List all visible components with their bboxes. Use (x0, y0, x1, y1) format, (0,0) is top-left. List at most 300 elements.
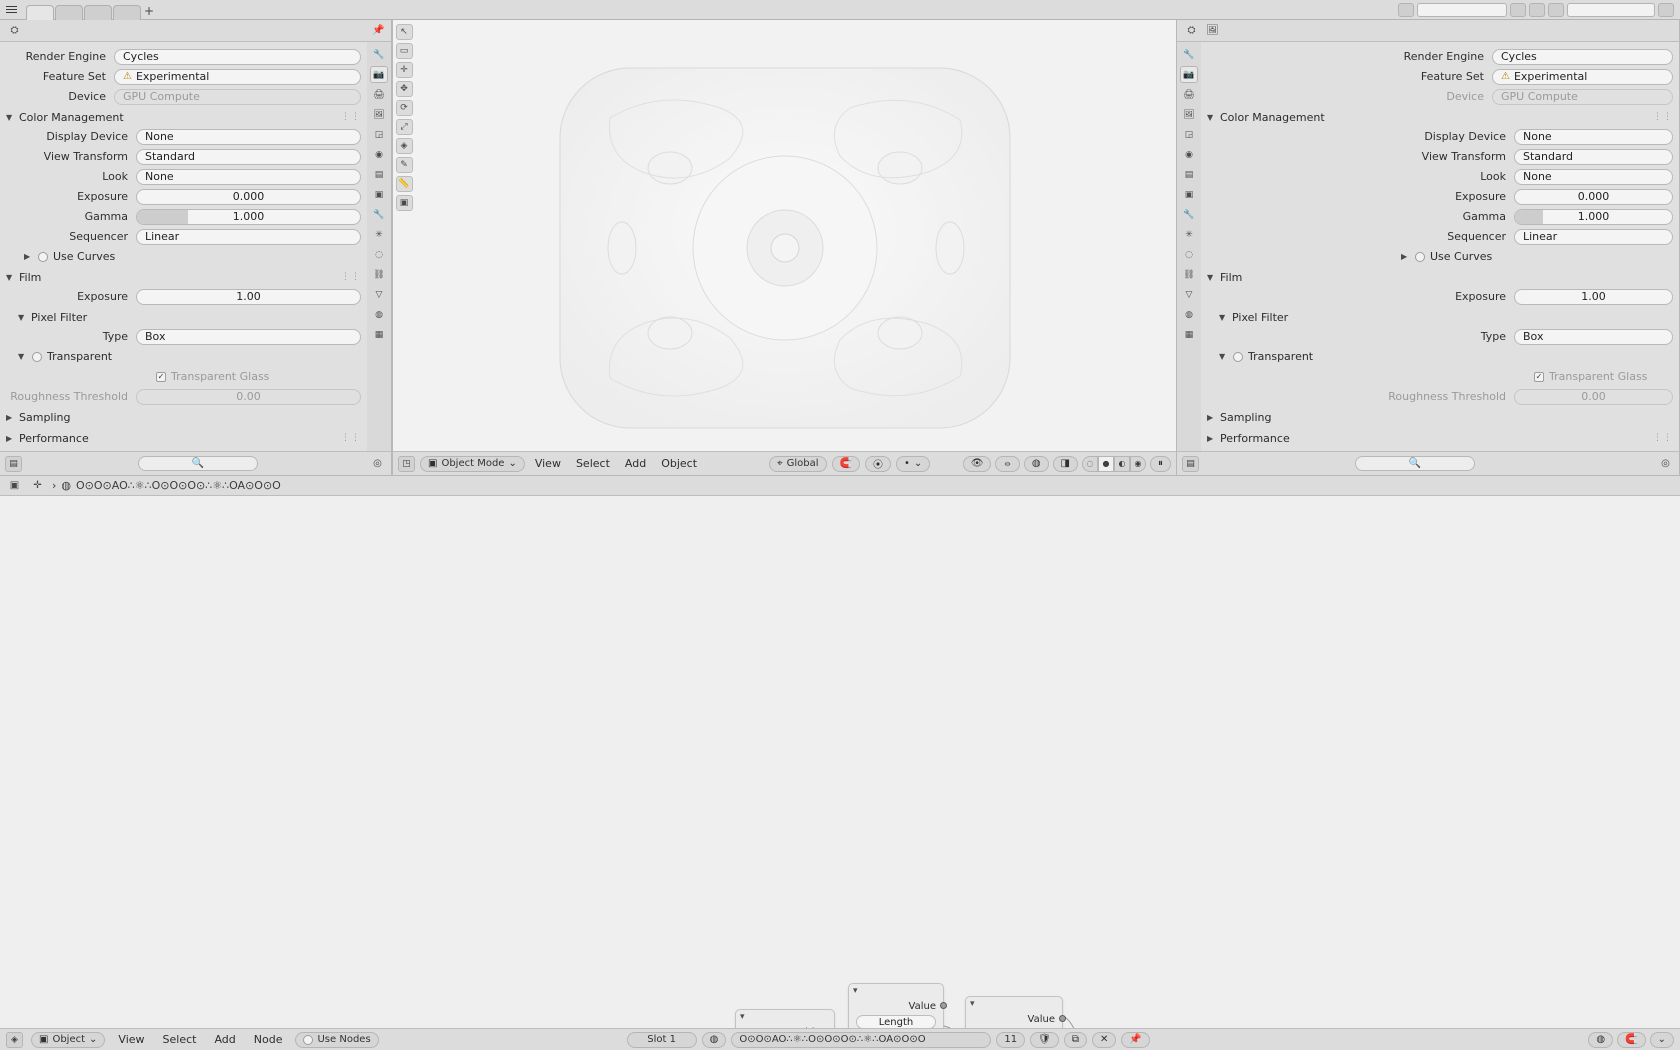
modifier-tab-icon[interactable]: 🔧 (373, 209, 385, 220)
proportional-edit-toggle[interactable] (865, 456, 891, 472)
gamma-label: Gamma (84, 210, 128, 223)
collection-tab-icon[interactable]: ▤ (374, 169, 384, 180)
collection-tab-icon[interactable]: ▤ (1184, 169, 1194, 180)
object-tab-icon[interactable]: ▣ (1184, 189, 1194, 200)
unlink-material-button[interactable]: ✕ (1092, 1032, 1116, 1048)
device-row (6, 88, 361, 105)
shading-mode-group (1082, 456, 1146, 472)
transform-tool-icon[interactable]: ◈ (396, 138, 413, 154)
drag-dots-icon: ⋮⋮ (1653, 433, 1673, 443)
warning-icon: ⚠ (123, 71, 132, 82)
sequencer-dropdown[interactable] (1514, 229, 1673, 245)
roughness-threshold-value: 0.00 (1581, 390, 1606, 403)
pin-id-toggle[interactable]: 📌 (1121, 1032, 1149, 1048)
fake-user-toggle[interactable]: 🛡 (1030, 1032, 1059, 1048)
chevron-down-icon: ▼ (1219, 312, 1226, 322)
sampling-title: Sampling (19, 410, 71, 424)
roughness-threshold-row (1207, 388, 1673, 405)
select-box-tool-icon[interactable]: ▭ (396, 43, 413, 59)
search-input[interactable] (1355, 456, 1475, 471)
socket-out[interactable] (940, 1002, 947, 1009)
orientation-icon: ⌖ (777, 458, 783, 469)
properties-header-left (0, 20, 391, 42)
properties-footer-right (1177, 451, 1679, 475)
look-label: Look (102, 170, 128, 183)
color-management-header[interactable] (6, 108, 361, 126)
shading-wireframe-icon[interactable]: ◌ (1082, 456, 1098, 472)
material-datablock-field[interactable] (731, 1032, 991, 1048)
breadcrumb (52, 479, 281, 492)
gamma-value: 1.000 (1577, 210, 1610, 223)
use-nodes-toggle[interactable] (295, 1032, 378, 1048)
menu-add[interactable]: Add (624, 457, 647, 470)
transparent-glass-checkbox[interactable]: ✓ (1535, 372, 1543, 381)
tool-tab-icon[interactable]: 🔧 (1183, 49, 1195, 60)
shading-solid-icon[interactable]: ● (1098, 456, 1114, 472)
rotate-tool-icon[interactable]: ⟳ (396, 100, 413, 116)
chevron-down-icon: ▾ (853, 986, 858, 996)
node-editor-footer (0, 1028, 1680, 1050)
sequencer-label: Sequencer (1447, 230, 1506, 243)
render-engine-row (1207, 48, 1673, 65)
transparent-glass-row[interactable] (1207, 368, 1673, 385)
search-icon: 🔍 (1408, 458, 1422, 469)
editor-type-button[interactable]: ◈ (6, 1032, 23, 1048)
annotate-tool-icon[interactable]: ✎ (396, 157, 413, 173)
pixel-filter-type-label: Type (1480, 330, 1506, 343)
editor-type-icon[interactable]: ⛭ (1187, 25, 1196, 36)
view-transform-value: Standard (145, 150, 196, 163)
view-transform-dropdown[interactable] (136, 149, 361, 165)
display-device-dropdown[interactable] (1514, 129, 1673, 145)
drag-dots-icon: ⋮⋮ (341, 433, 361, 443)
pixel-filter-type-dropdown[interactable] (1514, 329, 1673, 345)
film-exposure-value: 1.00 (236, 290, 261, 303)
magnet-icon: 🧲 (839, 458, 853, 469)
shader-type-dropdown[interactable] (31, 1032, 105, 1048)
constraints-tab-icon[interactable]: ⛓ (1183, 269, 1195, 280)
properties-footer-left (0, 451, 391, 475)
transparent-glass-checkbox[interactable]: ✓ (157, 372, 165, 381)
proportional-edit-icon: ⦿ (873, 460, 884, 471)
chevron-right-icon: ▶ (1207, 412, 1214, 422)
object-tab-icon[interactable]: ▣ (374, 189, 384, 200)
chevron-down-icon: ▼ (18, 352, 25, 361)
scene-tab-icon[interactable]: ◲ (374, 129, 384, 140)
options-icon[interactable]: ⌄ (1650, 1032, 1674, 1048)
film-exposure-row (1207, 288, 1673, 305)
color-management-title: Color Management (19, 110, 124, 124)
chevron-right-icon: › (52, 479, 57, 492)
sequencer-row (6, 228, 361, 245)
view-layer-icon[interactable] (1548, 3, 1564, 17)
viewport-footer (393, 451, 1176, 475)
pixel-filter-header[interactable] (1207, 308, 1673, 326)
new-view-layer-icon[interactable] (1658, 3, 1674, 17)
output-value[interactable] (966, 1011, 1062, 1027)
display-device-label: Display Device (46, 130, 128, 143)
sequencer-value: Linear (145, 230, 180, 243)
output-value[interactable] (849, 998, 943, 1014)
performance-header[interactable] (1207, 429, 1673, 447)
transparent-checkbox[interactable] (32, 352, 42, 362)
add-workspace-button[interactable]: + (143, 3, 155, 18)
options-icon[interactable]: ◎ (1661, 458, 1670, 469)
unlink-scene-icon[interactable] (1529, 3, 1545, 17)
workspace-tab-3[interactable] (84, 5, 112, 20)
exposure-slider[interactable] (1514, 189, 1673, 205)
feature-set-label: Feature Set (42, 70, 106, 83)
material-users-count[interactable] (996, 1032, 1025, 1048)
render-engine-row (6, 48, 361, 65)
exposure-row (6, 188, 361, 205)
editor-type-button[interactable]: ▤ (5, 456, 22, 472)
device-label: Device (68, 90, 106, 103)
transform-orientation-value: Global (786, 458, 819, 469)
performance-header[interactable] (6, 429, 361, 447)
workspace-tabs (26, 0, 156, 20)
display-device-label: Display Device (1424, 130, 1506, 143)
particles-tab-icon[interactable]: ✳ (1185, 229, 1193, 240)
transparent-glass-label: Transparent Glass (171, 370, 270, 383)
render-tab-icon[interactable]: 📷 (370, 66, 388, 83)
warning-icon: ⚠ (1501, 71, 1510, 82)
mode-dropdown[interactable] (420, 456, 525, 472)
device-label: Device (1446, 90, 1484, 103)
menu-select[interactable]: Select (162, 1033, 197, 1046)
pixel-filter-type-row (1207, 328, 1673, 345)
search-input[interactable] (138, 456, 258, 471)
roughness-threshold-slider[interactable] (1514, 389, 1673, 405)
gamma-value: 1.000 (232, 210, 265, 223)
operation-value: Length (878, 1016, 914, 1028)
properties-tab-column-left (367, 42, 391, 451)
node-math-multiply-2[interactable] (965, 996, 1063, 1028)
move-tool-icon[interactable]: ✥ (396, 81, 413, 97)
transparent-label: Transparent (1248, 350, 1314, 363)
add-node-icon[interactable]: ✛ (33, 480, 42, 491)
object-label: Object (52, 1034, 86, 1045)
material-name: O⊙O⊙AO∴⚛∴O⊙O⊙O⊙∴⚛∴OA⊙O⊙O (739, 1034, 926, 1045)
use-curves-checkbox[interactable] (1415, 252, 1425, 262)
node-vector-math-length[interactable] (848, 983, 944, 1028)
transparent-label: Transparent (47, 350, 113, 363)
film-exposure-label: Exposure (1455, 290, 1506, 303)
texture-tab-icon[interactable]: ▦ (374, 329, 384, 340)
transparent-checkbox[interactable] (1233, 352, 1243, 362)
chevron-right-icon: ▶ (1401, 252, 1408, 261)
properties-editor-right (1177, 20, 1680, 475)
falloff-icon: • (904, 458, 910, 469)
workspace-tab-2[interactable] (55, 5, 83, 20)
gizmo-toggle[interactable]: ⦵ (995, 456, 1019, 472)
viewport-canvas[interactable] (393, 20, 1176, 475)
editor-type-button[interactable]: ▤ (1182, 456, 1199, 472)
render-engine-value: Cycles (123, 50, 159, 63)
chevron-down-icon: ▼ (18, 312, 25, 322)
device-value: GPU Compute (1501, 90, 1578, 103)
pixel-filter-type-dropdown[interactable] (136, 329, 361, 345)
display-device-row (1207, 128, 1673, 145)
menu-add[interactable]: Add (214, 1033, 236, 1046)
device-value: GPU Compute (123, 90, 200, 103)
film-exposure-value: 1.00 (1581, 290, 1606, 303)
pixel-filter-type-label: Type (102, 330, 128, 343)
object-mode-icon: ▣ (428, 458, 438, 469)
view-layer-field[interactable] (1567, 3, 1655, 17)
chevron-down-icon: ⌄ (508, 458, 517, 469)
feature-set-dropdown[interactable] (1492, 69, 1673, 85)
render-tab-icon[interactable]: 📷 (1180, 66, 1198, 83)
menu-select[interactable]: Select (575, 457, 610, 470)
data-tab-icon[interactable]: ▽ (375, 289, 383, 300)
properties-tab-column-right (1177, 42, 1201, 451)
transparent-glass-label: Transparent Glass (1549, 370, 1648, 383)
physics-tab-icon[interactable]: ◌ (375, 249, 383, 260)
use-nodes-checkbox[interactable] (303, 1035, 313, 1045)
performance-title: Performance (1220, 431, 1290, 445)
shading-rendered-icon[interactable]: ◉ (1130, 456, 1146, 472)
chevron-down-icon: ▼ (6, 272, 13, 282)
xray-toggle[interactable]: ◨ (1053, 456, 1078, 472)
use-curves-row[interactable] (6, 248, 361, 265)
gamma-label: Gamma (1462, 210, 1506, 223)
scene-field[interactable] (1417, 3, 1507, 17)
object-icon: ▣ (39, 1034, 49, 1045)
main-menu-icon[interactable] (0, 1, 22, 19)
editor-type-icon[interactable]: ⛭ (10, 25, 19, 36)
breadcrumb-material-name: O⊙O⊙AO∴⚛∴O⊙O⊙O⊙∴⚛∴OA⊙O⊙O (76, 479, 281, 492)
look-row (6, 168, 361, 185)
slot-dropdown[interactable] (627, 1032, 697, 1048)
exposure-value: 0.000 (232, 190, 265, 203)
properties-body-right (1201, 42, 1679, 451)
menu-view[interactable]: View (118, 1033, 145, 1046)
color-management-header[interactable] (1207, 108, 1673, 126)
film-exposure-slider[interactable] (136, 289, 361, 305)
rendered-object (550, 48, 1020, 448)
editor-type-button[interactable]: ◳ (398, 456, 415, 472)
proportional-falloff-dropdown[interactable] (896, 456, 930, 472)
cursor-tool-icon[interactable]: ✛ (396, 62, 413, 78)
physics-tab-icon[interactable]: ◌ (1185, 249, 1193, 260)
pixel-filter-header[interactable] (6, 308, 361, 326)
exposure-label: Exposure (1455, 190, 1506, 203)
transparent-glass-row[interactable] (6, 368, 361, 385)
roughness-threshold-row (6, 388, 361, 405)
properties-body-left (0, 42, 367, 451)
output-tab-icon[interactable]: 🖨 (373, 89, 385, 100)
exposure-row (1207, 188, 1673, 205)
properties-editor-left (0, 20, 392, 475)
sequencer-label: Sequencer (69, 230, 128, 243)
socket-label: Value (1027, 1013, 1055, 1025)
menu-node[interactable]: Node (253, 1033, 283, 1046)
chevron-down-icon: ⌄ (89, 1034, 98, 1045)
view-transform-dropdown[interactable] (1514, 149, 1673, 165)
material-tab-icon[interactable]: ◍ (375, 309, 383, 320)
scene-icon[interactable] (1398, 3, 1414, 17)
node-header[interactable] (849, 984, 943, 998)
roughness-threshold-slider[interactable] (136, 389, 361, 405)
menu-object[interactable]: Object (661, 457, 698, 470)
mode-label: Object Mode (441, 458, 505, 469)
pin-icon[interactable]: 📌 (372, 25, 385, 36)
users-count-label: 11 (1004, 1034, 1018, 1045)
pause-render-toggle[interactable]: ⏸ (1150, 456, 1171, 472)
workspace-tab-1[interactable] (26, 5, 54, 20)
transform-orientation-dropdown[interactable] (769, 456, 827, 472)
exposure-value: 0.000 (1577, 190, 1610, 203)
device-dropdown[interactable] (1492, 89, 1673, 105)
feature-set-value: Experimental (1513, 70, 1588, 83)
sequencer-dropdown[interactable] (136, 229, 361, 245)
texture-tab-icon[interactable]: ▦ (1184, 329, 1194, 340)
use-curves-label: Use Curves (1430, 250, 1493, 263)
transparent-row[interactable] (1207, 348, 1673, 365)
feature-set-row (1207, 68, 1673, 85)
view-layer-tab-icon[interactable]: 🖼 (373, 109, 385, 120)
use-nodes-label: Use Nodes (317, 1034, 371, 1045)
look-value: None (1523, 170, 1552, 183)
exposure-label: Exposure (77, 190, 128, 203)
sequencer-row (1207, 228, 1673, 245)
gamma-slider[interactable] (1514, 209, 1673, 225)
sampling-title: Sampling (1220, 410, 1272, 424)
gamma-row (6, 208, 361, 225)
sequencer-value: Linear (1523, 230, 1558, 243)
look-dropdown[interactable] (1514, 169, 1673, 185)
options-icon[interactable]: ◎ (373, 458, 382, 469)
top-bar-right (1398, 3, 1680, 17)
chevron-right-icon: ▶ (1207, 433, 1214, 443)
overlays-toggle[interactable]: ◍ (1024, 456, 1049, 472)
add-cube-tool-icon[interactable]: ▣ (396, 195, 413, 211)
node-header[interactable] (736, 1010, 834, 1024)
render-engine-label: Render Engine (25, 50, 106, 63)
view-transform-value: Standard (1523, 150, 1574, 163)
film-exposure-slider[interactable] (1514, 289, 1673, 305)
drag-dots-icon: ⋮⋮ (341, 112, 361, 122)
overlay-toggle[interactable]: ◍ (1588, 1032, 1613, 1048)
sampling-header[interactable] (6, 408, 361, 426)
pixel-filter-type-row (6, 328, 361, 345)
scale-tool-icon[interactable]: ⤢ (396, 119, 413, 135)
scene-tab-icon[interactable]: ◲ (1184, 129, 1194, 140)
render-engine-dropdown[interactable] (114, 49, 361, 65)
look-label: Look (1480, 170, 1506, 183)
constraints-tab-icon[interactable]: ⛓ (373, 269, 385, 280)
feature-set-dropdown[interactable] (114, 69, 361, 85)
properties-header-right (1177, 20, 1679, 42)
view-transform-label: View Transform (1421, 150, 1506, 163)
pixel-filter-title: Pixel Filter (1232, 310, 1289, 324)
view-layer-tab-icon[interactable]: 🖼 (1183, 109, 1195, 120)
tweak-tool-icon[interactable]: ↖ (396, 24, 413, 40)
view-transform-row (6, 148, 361, 165)
browse-material-icon[interactable]: ◍ (702, 1032, 727, 1048)
modifier-tab-icon[interactable]: 🔧 (1183, 209, 1195, 220)
visibility-toggle[interactable]: 👁 (963, 456, 992, 472)
render-result-icon[interactable]: 🖼 (1206, 25, 1219, 36)
look-dropdown[interactable] (136, 169, 361, 185)
chevron-right-icon: ▶ (6, 433, 13, 443)
particles-tab-icon[interactable]: ✳ (375, 229, 383, 240)
color-management-title: Color Management (1220, 110, 1325, 124)
editor-type-icon[interactable]: ▣ (9, 480, 20, 491)
new-scene-icon[interactable] (1510, 3, 1526, 17)
feature-set-value: Experimental (135, 70, 210, 83)
snap-toggle[interactable] (832, 456, 860, 472)
exposure-slider[interactable] (136, 189, 361, 205)
view-transform-label: View Transform (43, 150, 128, 163)
film-header[interactable] (1207, 268, 1673, 286)
roughness-threshold-label: Roughness Threshold (10, 390, 128, 403)
world-tab-icon[interactable]: ◉ (1185, 149, 1193, 160)
device-dropdown[interactable] (114, 89, 361, 105)
chevron-down-icon: ▼ (1207, 112, 1214, 122)
operation-dropdown[interactable] (856, 1015, 936, 1028)
search-icon: 🔍 (191, 458, 205, 469)
node-canvas[interactable] (0, 496, 1680, 1028)
pixel-filter-type-value: Box (1523, 330, 1544, 343)
chevron-down-icon: ⌄ (913, 458, 923, 469)
new-material-button[interactable]: ⧉ (1064, 1032, 1087, 1048)
film-header[interactable] (6, 268, 361, 286)
node-header[interactable] (966, 997, 1062, 1011)
roughness-threshold-label: Roughness Threshold (1388, 390, 1506, 403)
measure-tool-icon[interactable]: 📏 (396, 176, 413, 192)
display-device-value: None (1523, 130, 1552, 143)
view-transform-row (1207, 148, 1673, 165)
feature-set-label: Feature Set (1420, 70, 1484, 83)
data-tab-icon[interactable]: ▽ (1185, 289, 1193, 300)
use-curves-row[interactable] (1207, 248, 1673, 265)
node-links (0, 496, 1680, 1028)
gamma-slider[interactable] (136, 209, 361, 225)
workspace-tab-4[interactable] (113, 5, 141, 20)
shader-node-editor (0, 475, 1680, 1050)
render-engine-dropdown[interactable] (1492, 49, 1673, 65)
material-icon: ◍ (61, 479, 72, 492)
socket-label: Value (908, 1000, 936, 1012)
use-curves-checkbox[interactable] (38, 252, 48, 262)
output-tab-icon[interactable]: 🖨 (1183, 89, 1195, 100)
shading-material-icon[interactable]: ◐ (1114, 456, 1130, 472)
viewport-toolbar (393, 20, 415, 475)
transparent-row[interactable] (6, 348, 361, 365)
menu-view[interactable]: View (534, 457, 561, 470)
snap-toggle[interactable]: 🧲 (1617, 1032, 1645, 1048)
chevron-down-icon: ▼ (1207, 272, 1214, 282)
use-curves-label: Use Curves (53, 250, 116, 263)
world-tab-icon[interactable]: ◉ (375, 149, 383, 160)
roughness-threshold-value: 0.00 (236, 390, 261, 403)
sampling-header[interactable] (1207, 408, 1673, 426)
material-tab-icon[interactable]: ◍ (1185, 309, 1193, 320)
top-bar (0, 0, 1680, 20)
slot-label: Slot 1 (647, 1034, 677, 1045)
film-title: Film (1220, 270, 1243, 284)
feature-set-row (6, 68, 361, 85)
render-engine-value: Cycles (1501, 50, 1537, 63)
chevron-right-icon: ▶ (24, 252, 31, 261)
socket-out[interactable] (1059, 1015, 1066, 1022)
display-device-dropdown[interactable] (136, 129, 361, 145)
film-title: Film (19, 270, 42, 284)
node-geometry-input-2[interactable] (735, 1009, 835, 1028)
tool-tab-icon[interactable]: 🔧 (373, 49, 385, 60)
